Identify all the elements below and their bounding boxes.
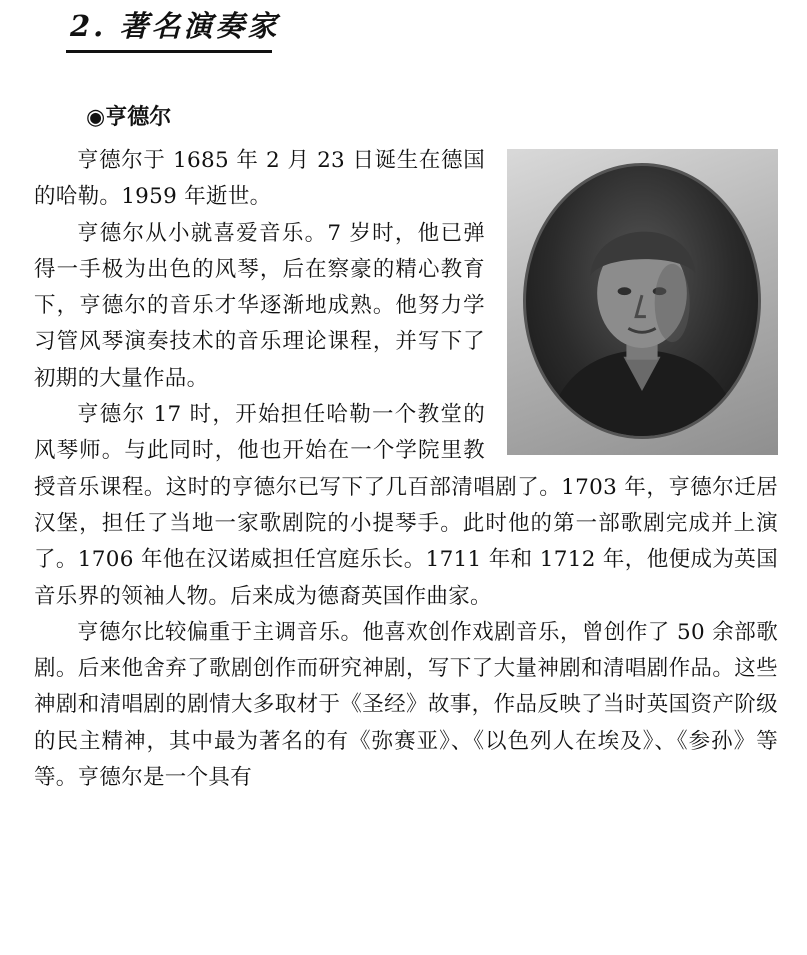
portrait-figure-icon: [526, 166, 758, 436]
section-title: 2. 著名演奏家: [70, 9, 280, 43]
portrait-oval: [523, 163, 761, 439]
title-underline: [66, 50, 272, 53]
subheading-handel: ◉亨德尔: [86, 104, 172, 130]
paragraph-career: 亨德尔 17 时，开始担任哈勒一个教堂的风琴师。与此同时，他也开始在一个学院里教授音乐课程。这时的亨德尔已写下了几百部清唱剧了。1703 年，亨德尔迁居汉堡，担任了当地一家歌剧院的小提琴手。此时他的第一部歌剧完成并上演了。1706 年他在汉诺威担任宫庭乐长。1711 年和 1712 年，他便成为英国音乐界的领袖人物。后来成为德裔英国作曲家。: [34, 402, 778, 609]
portrait-engraving-icon: [507, 149, 778, 455]
article-body: [34, 143, 778, 796]
paragraph-childhood: 亨德尔从小就喜爱音乐。7 岁时，他已弹得一手极为出色的风琴，后在察豪的精心教育下，亨德尔的音乐才华逐渐地成熟。他努力学习管风琴演奏技术的音乐理论课程，并写下了初期的大量作品。: [34, 220, 485, 391]
paragraph-birth: 亨德尔于 1685 年 2 月 23 日诞生在德国的哈勒。1959 年逝世。: [34, 148, 485, 210]
paragraph-works: 亨德尔比较偏重于主调音乐。他喜欢创作戏剧音乐，曾创作了 50 余部歌剧。后来他舍弃了歌剧创作而研究神剧，写下了大量神剧和清唱剧作品。这些神剧和清唱剧的剧情大多取材于《圣经》故事，作品反映了当时英国资产阶级的民主精神，其中最为著名的有《弥赛亚》、《以色列人在埃及》、《参孙》等等。亨德尔是一个具有: [34, 619, 778, 791]
